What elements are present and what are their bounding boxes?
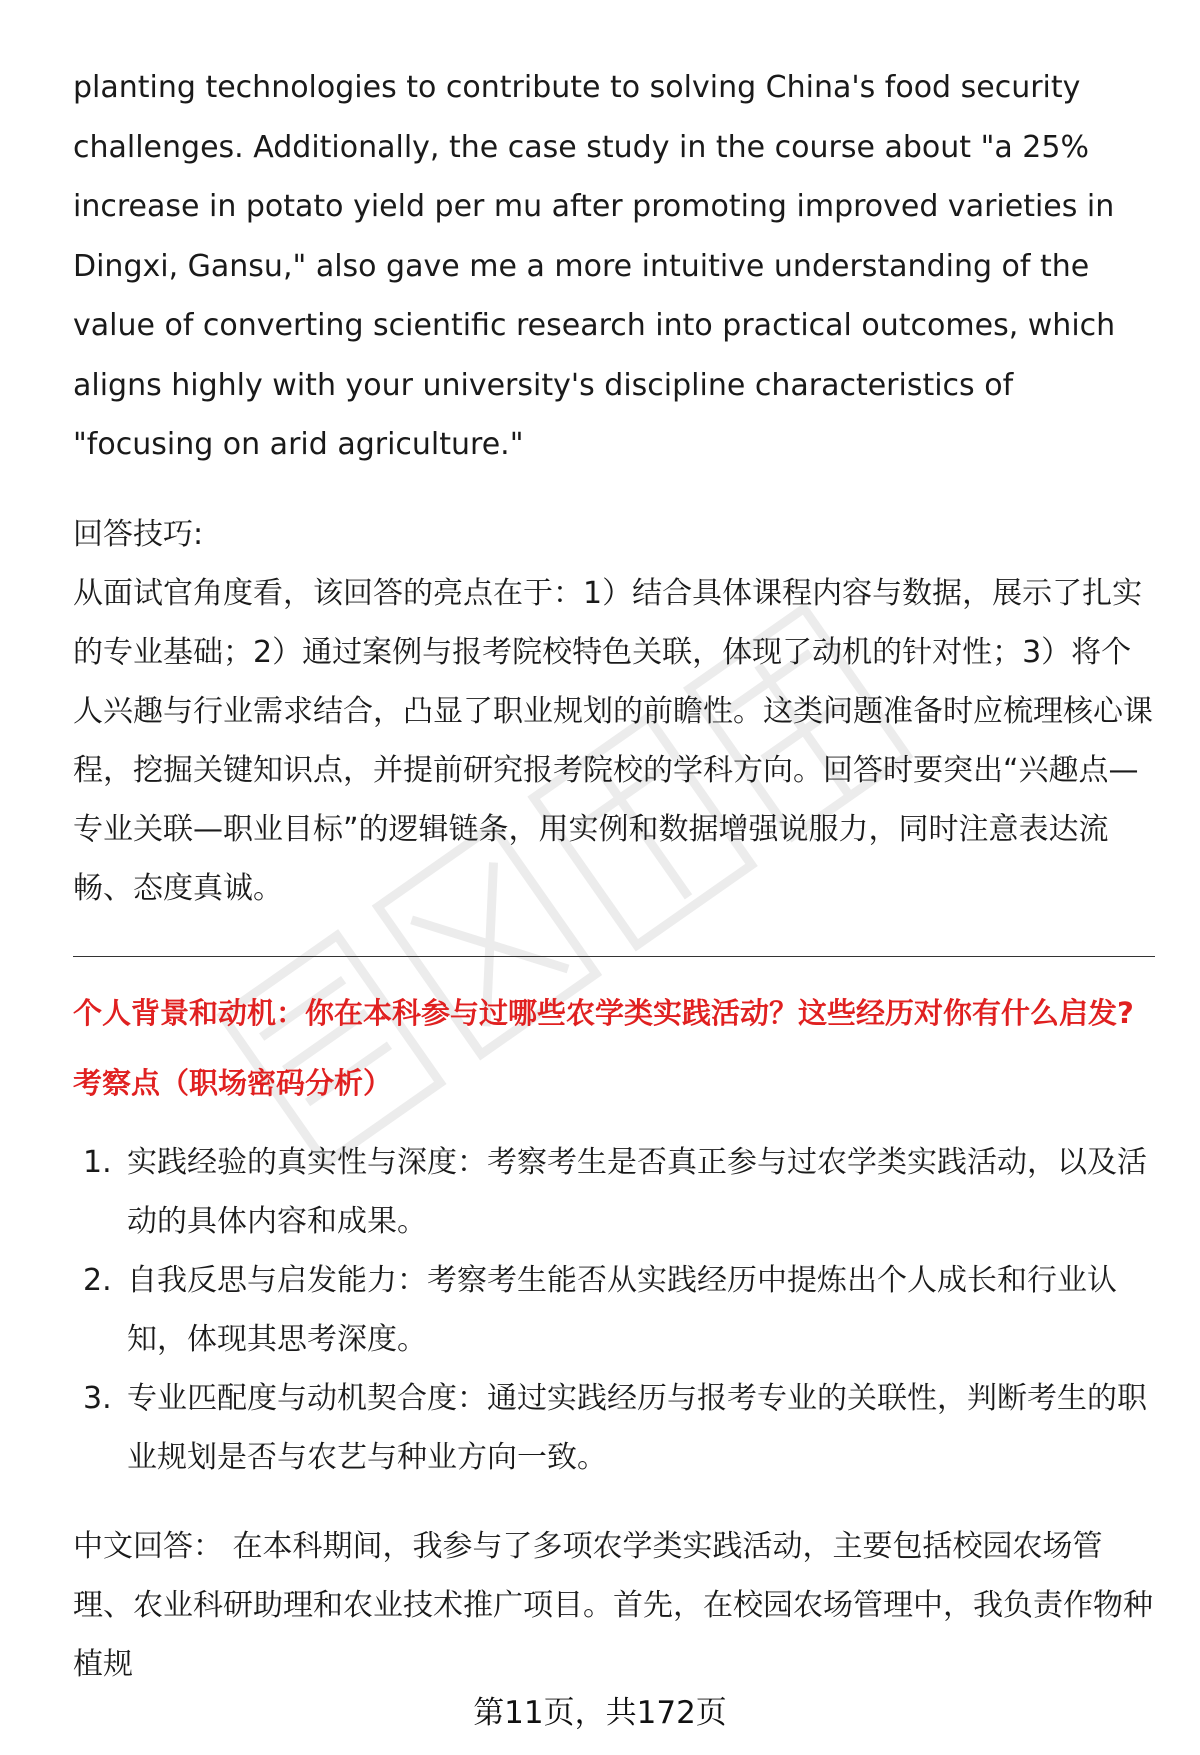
list-item-text: 自我反思与启发能力：考察考生能否从实践经历中提炼出个人成长和行业认知，体现其思考深度。 — [127, 1262, 1117, 1357]
list-item-text: 专业匹配度与动机契合度：通过实践经历与报考专业的关联性，判断考生的职业规划是否与农艺与种业方向一致。 — [127, 1380, 1147, 1475]
intro-english-paragraph: planting technologies to contribute to solving China's food security challenges. Additionally, the case study in the course about "a 25% increase in potato yield per mu after promoting improved varieties in Dingxi, Gansu," also gave me a more intuitive understanding of the value of converting scientific research into practical outcomes, which aligns highly with your university's discipline characteristics of "focusing on arid agriculture." — [73, 70, 1116, 462]
list-item — [73, 1369, 1155, 1487]
list-item — [73, 1133, 1155, 1251]
tips-label: 回答技巧: — [73, 516, 204, 552]
chinese-answer-paragraph: 中文回答： 在本科期间，我参与了多项农学类实践活动，主要包括校园农场管理、农业科研助理和农业技术推广项目。首先，在校园农场管理中，我负责作物种植规 — [73, 1528, 1153, 1682]
list-item-number: 3. — [83, 1380, 112, 1416]
list-item-text: 实践经验的真实性与深度：考察考生是否真正参与过农学类实践活动，以及活动的具体内容和成果。 — [127, 1144, 1147, 1239]
page-content — [73, 58, 1155, 1694]
page-number-footer: 第11页，共172页 — [473, 1695, 727, 1731]
list-item — [73, 1251, 1155, 1369]
section-divider — [73, 956, 1155, 957]
assessment-points-list — [73, 1133, 1155, 1487]
tips-body: 从面试官角度看，该回答的亮点在于：1）结合具体课程内容与数据，展示了扎实的专业基础；2）通过案例与报考院校特色关联，体现了动机的针对性；3）将个人兴趣与行业需求结合，凸显了职业规划的前瞻性。这类问题准备时应梳理核心课程，挖掘关键知识点，并提前研究报考院校的学科方向。回答时要突出“兴趣点—专业关联—职业目标”的逻辑链条，用实例和数据增强说服力，同时注意表达流畅、态度真诚。 — [73, 575, 1153, 906]
question-heading: 个人背景和动机：你在本科参与过哪些农学类实践活动？这些经历对你有什么启发? — [73, 995, 1134, 1030]
list-item-number: 1. — [83, 1144, 112, 1180]
analysis-heading: 考察点（职场密码分析） — [73, 1065, 393, 1100]
list-item-number: 2. — [83, 1262, 112, 1298]
